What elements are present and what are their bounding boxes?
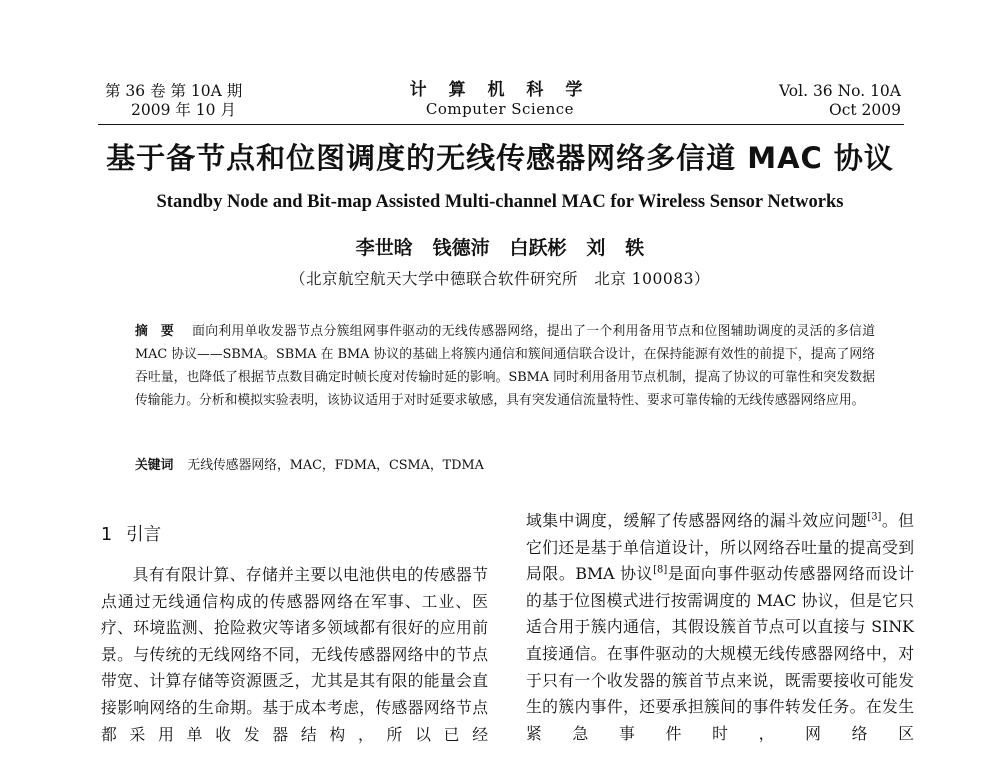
right-text-part1: 域集中调度，缓解了传感器网络的漏斗效应问题	[526, 511, 868, 530]
right-text-part3: 是面向事件驱动传感器网络而设计的基于位图模式进行按需调度的 MAC 协议，但是它只适合用于簇内通信，其假设簇首节点可以直接与 SINK 直接通信。在事件驱动的大规模无线传感器网络中，对于只有一个收发器的簇首节点来说，既需要接收可能发生的簇内事件，还要承担簇间的事件转发任务。在发生紧急事件时，网络区	[526, 564, 914, 743]
header-date-cn: 2009 年 10 月	[131, 101, 236, 119]
journal-name-cn: 计 算 机 科 学	[409, 80, 591, 100]
header-volume: 第 36 卷 第 10A 期	[105, 82, 243, 100]
header-volume-block	[105, 82, 242, 120]
abstract-text: 面向利用单收发器节点分簇组网事件驱动的无线传感器网络，提出了一个利用备用节点和位图辅助调度的灵活的多信道 MAC 协议——SBMA。SBMA 在 BMA 协议的基础上将簇内通信和簇间通信联合设计，在保持能源有效性的前提下，提高了网络吞吐量，也降低了根据节点数目确定时帧长度对传输时延的影响。SBMA 同时利用备用节点机制，提高了协议的可靠性和突发数据传输能力。分析和模拟实验表明，该协议适用于对时延要求敏感，具有突发通信流量特性、要求可靠传输的无线传感器网络应用。	[135, 324, 875, 408]
abstract	[135, 320, 875, 412]
author-list: 李世晗 钱德沛 白跃彬 刘 轶	[355, 237, 645, 259]
header-rule	[98, 124, 904, 125]
keywords-text: 无线传感器网络，MAC，FDMA，CSMA，TDMA	[187, 458, 484, 473]
header-date-en: Oct 2009	[829, 101, 901, 119]
journal-name-en: Computer Science	[425, 100, 575, 118]
abstract-label: 摘 要	[135, 324, 179, 339]
paper-title-en: Standby Node and Bit-map Assisted Multi-channel MAC for Wireless Sensor Networks	[156, 192, 844, 212]
header-volume-en: Vol. 36 No. 10A	[779, 82, 901, 100]
right-column	[526, 508, 914, 747]
right-text-part2: 。但它们还是基于单信道设计，所以网络吞吐量的提高受到局限。BMA 协议	[526, 511, 914, 584]
header-journal-block	[400, 80, 600, 119]
citation-ref-3[interactable]: [3]	[867, 511, 882, 523]
section-title: 引言	[126, 525, 162, 545]
section-heading	[101, 522, 161, 548]
citation-ref-8[interactable]: [8]	[653, 564, 668, 576]
keywords-label: 关键词	[135, 458, 174, 473]
left-column	[101, 562, 488, 748]
intro-paragraph: 具有有限计算、存储并主要以电池供电的传感器节点通过无线通信构成的传感器网络在军事、工业、医疗、环境监测、抢险救灾等诸多领域都有很好的应用前景。与传统的无线网络不同，无线传感器网络中的节点带宽、计算存储等资源匮乏，尤其是其有限的能量会直接影响网络的生命期。基于成本考虑，传感器网络节点都采用单收发器结构，所以已经	[101, 565, 488, 744]
paper-title-cn: 基于备节点和位图调度的无线传感器网络多信道 MAC 协议	[106, 141, 894, 175]
section-number: 1	[101, 525, 113, 545]
header-issue-block	[779, 82, 901, 120]
right-paragraph	[526, 508, 914, 747]
affiliation: （北京航空航天大学中德联合软件研究所 北京 100083）	[290, 270, 710, 288]
keywords	[135, 454, 875, 477]
